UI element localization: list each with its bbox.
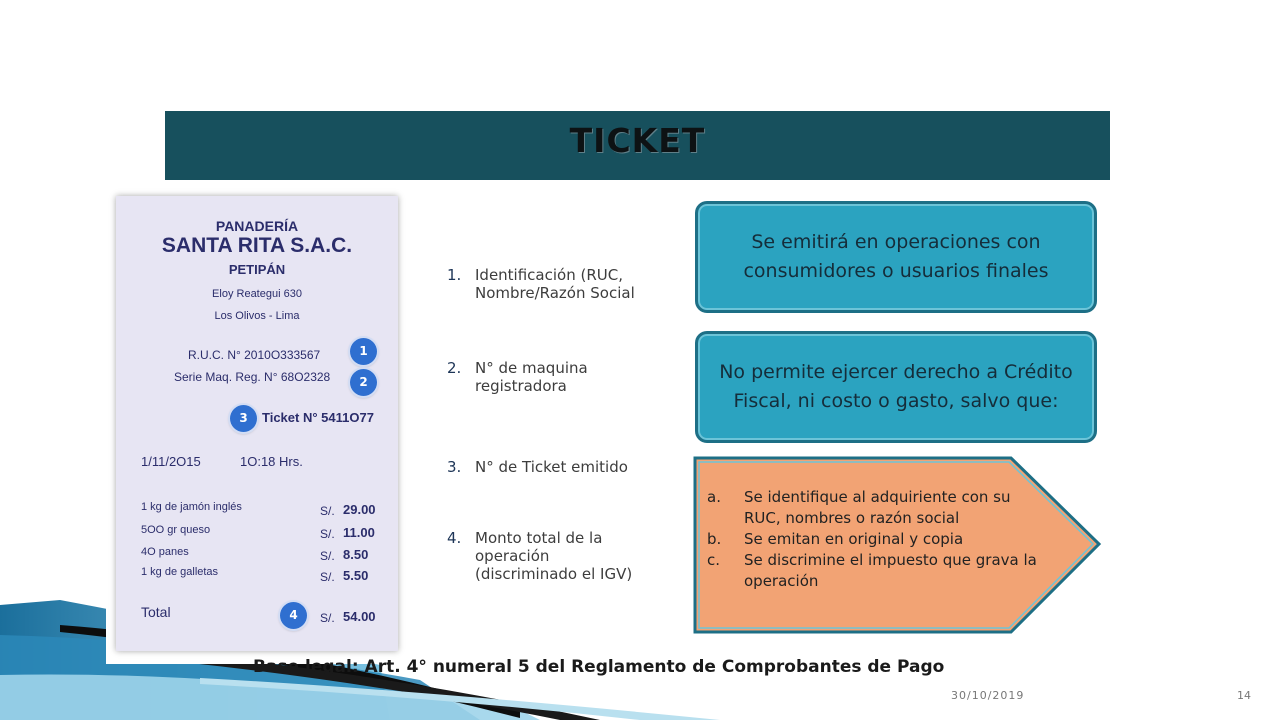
condition-letter: b.: [707, 530, 722, 548]
requirement-text: N° de maquina registradora: [475, 359, 588, 395]
footer-date: 30/10/2019: [951, 689, 1025, 702]
receipt-item-desc: 5OO gr queso: [141, 524, 211, 536]
receipt-item-currency: S/.: [320, 570, 335, 584]
receipt-item-amount: 11.00: [343, 525, 375, 540]
receipt-item-amount: 8.50: [343, 547, 369, 562]
requirement-text: N° de Ticket emitido: [475, 458, 628, 476]
info-box-final-consumers: [695, 201, 1097, 313]
condition-letter: c.: [707, 551, 721, 569]
requirement-item: [447, 266, 667, 302]
requirement-text: Identificación (RUC, Nombre/Razón Social: [475, 266, 635, 302]
requirement-number: 2.: [447, 359, 462, 377]
requirement-number: 1.: [447, 266, 462, 284]
info-box-text: Se emitirá en operaciones con consumidores o usuarios finales: [743, 231, 1049, 282]
receipt-total-label: Total: [141, 604, 171, 620]
badge-1-icon: 1: [350, 338, 377, 365]
condition-text: Se emitan en original y copia: [744, 530, 964, 548]
receipt-item-amount: 29.00: [343, 502, 376, 517]
receipt-image: [116, 196, 398, 651]
conditions-list: [707, 487, 1047, 592]
receipt-shop-type: PANADERÍA: [215, 218, 299, 234]
receipt-item-desc: 4O panes: [141, 546, 189, 558]
slide-title: TICKET: [569, 121, 706, 160]
receipt-item-currency: S/.: [320, 504, 335, 518]
receipt-item-desc: 1 kg de galletas: [141, 566, 219, 578]
info-box-tax-credit: [695, 331, 1097, 443]
receipt-ticket: Ticket N° 5411O77: [262, 410, 374, 425]
receipt-date: 1/11/2O15: [141, 454, 201, 469]
requirement-item: [447, 529, 647, 583]
receipt-item-currency: S/.: [320, 549, 335, 563]
badge-4-icon: 4: [280, 602, 307, 629]
receipt-ruc: R.U.C. N° 2010O333567: [188, 348, 321, 362]
receipt-shop-name: SANTA RITA S.A.C.: [161, 234, 353, 257]
receipt-item-desc: 1 kg de jamón inglés: [141, 501, 242, 513]
receipt-district: Los Olivos - Lima: [214, 310, 300, 322]
receipt-item-currency: S/.: [320, 527, 335, 541]
condition-letter: a.: [707, 488, 721, 506]
requirement-item: [447, 458, 667, 476]
requirement-number: 4.: [447, 529, 462, 547]
badge-3-icon: 3: [230, 405, 257, 432]
receipt-total-currency: S/.: [320, 611, 335, 625]
condition-item: [707, 550, 1047, 592]
info-box-text: No permite ejercer derecho a Crédito Fiscal, ni costo o gasto, salvo que:: [719, 361, 1073, 412]
receipt-street: Eloy Reategui 630: [212, 288, 302, 300]
requirement-item: [447, 359, 667, 395]
receipt-time: 1O:18 Hrs.: [240, 454, 303, 469]
condition-item: [707, 529, 1047, 550]
condition-text: Se discrimine el impuesto que grava la operación: [744, 551, 1037, 590]
receipt-serie: Serie Maq. Reg. N° 68O2328: [174, 370, 331, 384]
title-band: [165, 111, 1110, 180]
receipt-item-amount: 5.50: [343, 568, 369, 583]
legal-basis: Base legal: Art. 4° numeral 5 del Reglamento de Comprobantes de Pago: [253, 657, 945, 677]
condition-text: Se identifique al adquiriente con su RUC, nombres o razón social: [744, 488, 1011, 527]
requirement-text: Monto total de la operación (discriminado el IGV): [475, 529, 633, 583]
receipt-total-amount: 54.00: [343, 609, 376, 624]
receipt-brand: PETIPÁN: [228, 262, 286, 277]
condition-item: [707, 487, 1047, 529]
badge-2-icon: 2: [350, 369, 377, 396]
page-number: 14: [1237, 689, 1251, 702]
requirement-number: 3.: [447, 458, 462, 476]
